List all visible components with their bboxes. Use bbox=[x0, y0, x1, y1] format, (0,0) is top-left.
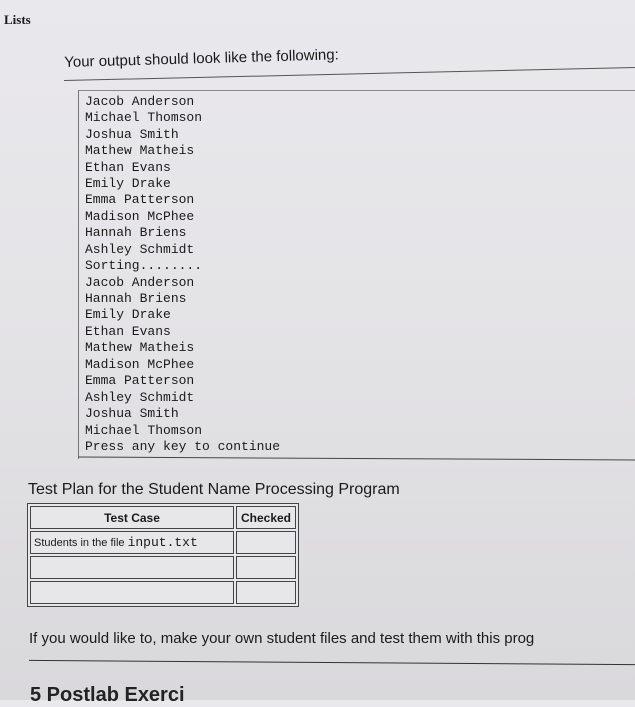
test-plan-table bbox=[27, 503, 299, 607]
divider-top bbox=[64, 67, 635, 81]
page-label: Lists bbox=[4, 12, 31, 27]
console-line: Madison McPhee bbox=[85, 357, 195, 372]
console-line: Jacob Anderson bbox=[85, 275, 195, 290]
console-line: Emily Drake bbox=[85, 176, 171, 191]
console-line: Joshua Smith bbox=[85, 406, 179, 421]
console-line: Michael Thomson bbox=[85, 423, 203, 438]
checked-cell bbox=[236, 531, 296, 554]
table-row bbox=[30, 556, 296, 579]
console-line: Madison McPhee bbox=[85, 209, 195, 224]
console-line: Emma Patterson bbox=[85, 192, 195, 207]
next-section-heading: 5 Postlab Exerci bbox=[30, 684, 185, 706]
console-line: Hannah Briens bbox=[85, 291, 187, 306]
console-line: Ethan Evans bbox=[85, 324, 171, 339]
console-line: Joshua Smith bbox=[85, 127, 179, 142]
divider-bottom bbox=[29, 660, 635, 665]
checked-cell bbox=[236, 556, 296, 579]
test-case-filename: input.txt bbox=[127, 535, 198, 550]
table-row bbox=[30, 531, 296, 554]
console-line: Ashley Schmidt bbox=[85, 242, 195, 257]
footer-instruction: If you would like to, make your own student files and test them with this prog bbox=[29, 630, 535, 647]
table-header-row bbox=[30, 506, 296, 529]
test-case-cell bbox=[30, 556, 234, 579]
intro-text: Your output should look like the following: bbox=[64, 46, 340, 71]
console-line: Michael Thomson bbox=[85, 110, 203, 125]
console-line: Sorting........ bbox=[85, 258, 203, 273]
console-line: Jacob Anderson bbox=[85, 94, 195, 109]
console-line: Ethan Evans bbox=[85, 160, 171, 175]
header-test-case: Test Case bbox=[30, 506, 234, 529]
console-line: Ashley Schmidt bbox=[85, 390, 195, 405]
test-plan-title: Test Plan for the Student Name Processing Program bbox=[28, 481, 400, 498]
test-case-cell bbox=[30, 531, 234, 554]
checked-cell bbox=[236, 581, 296, 604]
header-checked: Checked bbox=[236, 506, 296, 529]
console-line: Mathew Matheis bbox=[85, 143, 195, 158]
test-case-text: Students in the file bbox=[34, 537, 128, 549]
console-line: Press any key to continue bbox=[85, 439, 281, 454]
console-line: Mathew Matheis bbox=[85, 340, 195, 355]
console-output bbox=[78, 90, 635, 459]
console-line: Hannah Briens bbox=[85, 225, 187, 240]
test-case-cell bbox=[30, 581, 234, 604]
table-row bbox=[30, 581, 296, 604]
console-line: Emily Drake bbox=[85, 307, 171, 322]
console-line: Emma Patterson bbox=[85, 373, 195, 388]
